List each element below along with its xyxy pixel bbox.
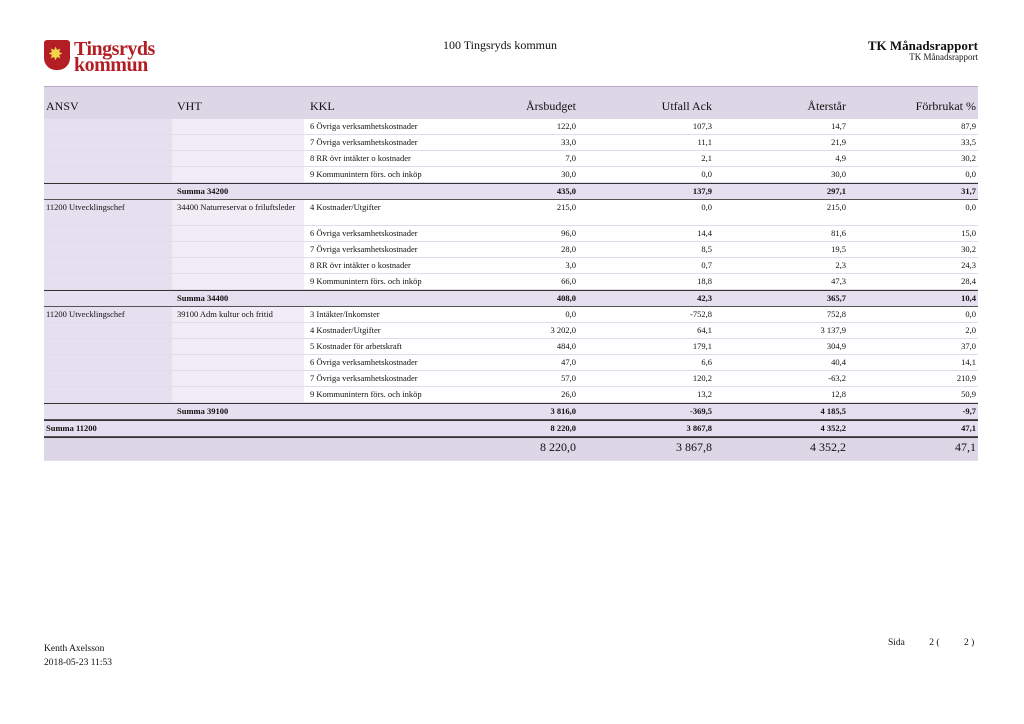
aterstar-cell: 215,0 — [826, 202, 846, 212]
utfall-cell: 107,3 — [692, 121, 712, 131]
kkl-cell: 5 Kostnader för arbetskraft — [310, 341, 402, 351]
utfall-cell: 120,2 — [692, 373, 712, 383]
forbrukat-cell: 37,0 — [961, 341, 976, 351]
kkl-cell: 6 Övriga verksamhetskostnader — [310, 228, 418, 238]
table-row — [44, 355, 978, 371]
aterstar-cell: 40,4 — [831, 357, 846, 367]
vht-cell: Summa 34200 — [177, 186, 229, 196]
utfall-cell: 3 867,8 — [676, 440, 712, 454]
forbrukat-cell: 0,0 — [965, 309, 976, 319]
kkl-cell: 9 Kommunintern förs. och inköp — [310, 169, 422, 179]
arsbudget-cell: 122,0 — [556, 121, 576, 131]
col-header-kkl: KKL — [310, 99, 335, 113]
subtotal-row — [44, 183, 978, 200]
utfall-cell: 0,0 — [701, 202, 712, 212]
kkl-cell: 7 Övriga verksamhetskostnader — [310, 137, 418, 147]
forbrukat-cell: 2,0 — [965, 325, 976, 335]
forbrukat-cell: 28,4 — [961, 276, 976, 286]
utfall-cell: 18,8 — [697, 276, 712, 286]
table-row — [44, 226, 978, 242]
forbrukat-cell: 47,1 — [955, 440, 976, 454]
kkl-cell: 8 RR övr intäkter o kostnader — [310, 260, 411, 270]
vht-cell: Summa 34400 — [177, 293, 229, 303]
forbrukat-cell: 210,9 — [956, 373, 976, 383]
kkl-cell: 4 Kostnader/Utgifter — [310, 325, 381, 335]
vht-cell: Summa 39100 — [177, 406, 229, 416]
aterstar-cell: 21,9 — [831, 137, 846, 147]
arsbudget-cell: 26,0 — [561, 389, 576, 399]
aterstar-cell: 81,6 — [831, 228, 846, 238]
table-row — [44, 371, 978, 387]
utfall-cell: -752,8 — [690, 309, 712, 319]
page-label: Sida — [888, 638, 905, 648]
page-number: 2 ( — [929, 638, 940, 648]
utfall-cell: 42,3 — [697, 293, 712, 303]
arsbudget-cell: 7,0 — [565, 153, 576, 163]
vht-cell: 34400 Naturreservat o friluftsleder — [177, 202, 296, 212]
utfall-cell: 64,1 — [697, 325, 712, 335]
arsbudget-cell: 30,0 — [561, 169, 576, 179]
org-title: 100 Tingsryds kommun — [442, 38, 558, 52]
grand-total-row — [44, 437, 978, 461]
subtotal-row — [44, 290, 978, 307]
col-header-utfall: Utfall Ack — [661, 99, 712, 113]
arsbudget-cell: 0,0 — [565, 309, 576, 319]
report-subtitle: TK Månadsrapport — [909, 52, 978, 62]
aterstar-cell: 304,9 — [826, 341, 846, 351]
forbrukat-cell: -9,7 — [962, 406, 976, 416]
report-table — [44, 86, 978, 461]
aterstar-cell: 3 137,9 — [820, 325, 846, 335]
utfall-cell: 3 867,8 — [686, 423, 712, 433]
table-row — [44, 151, 978, 167]
utfall-cell: 0,7 — [701, 260, 712, 270]
arsbudget-cell: 47,0 — [561, 357, 576, 367]
forbrukat-cell: 15,0 — [961, 228, 976, 238]
forbrukat-cell: 31,7 — [961, 186, 976, 196]
forbrukat-cell: 47,1 — [961, 423, 976, 433]
utfall-cell: -369,5 — [690, 406, 712, 416]
subtotal-row — [44, 403, 978, 420]
forbrukat-cell: 30,2 — [961, 153, 976, 163]
kkl-cell: 7 Övriga verksamhetskostnader — [310, 244, 418, 254]
forbrukat-cell: 33,5 — [961, 137, 976, 147]
kkl-cell: 6 Övriga verksamhetskostnader — [310, 357, 418, 367]
page-indicator — [888, 638, 974, 648]
ansv-cell: 11200 Utvecklingschef — [46, 309, 125, 319]
arsbudget-cell: 8 220,0 — [550, 423, 576, 433]
forbrukat-cell: 0,0 — [965, 202, 976, 212]
arsbudget-cell: 215,0 — [556, 202, 576, 212]
col-header-arsbudget: Årsbudget — [526, 99, 576, 113]
utfall-cell: 137,9 — [692, 186, 712, 196]
aterstar-cell: 4 352,2 — [820, 423, 846, 433]
utfall-cell: 11,1 — [697, 137, 712, 147]
table-row — [44, 167, 978, 183]
page-total: 2 ) — [963, 638, 975, 648]
col-header-vht: VHT — [177, 99, 202, 113]
coat-of-arms-icon: ✸ — [44, 40, 70, 70]
author-name: Kenth Axelsson — [44, 644, 105, 654]
table-row — [44, 200, 978, 226]
aterstar-cell: 4,9 — [835, 153, 846, 163]
aterstar-cell: 19,5 — [831, 244, 846, 254]
arsbudget-cell: 435,0 — [556, 186, 576, 196]
subtotal-row — [44, 420, 978, 437]
kkl-cell: 9 Kommunintern förs. och inköp — [310, 276, 422, 286]
table-row — [44, 258, 978, 274]
print-datetime: 2018-05-23 11:53 — [44, 658, 112, 668]
forbrukat-cell: 14,1 — [961, 357, 976, 367]
utfall-cell: 2,1 — [701, 153, 712, 163]
forbrukat-cell: 50,9 — [961, 389, 976, 399]
aterstar-cell: 752,8 — [826, 309, 846, 319]
arsbudget-cell: 484,0 — [556, 341, 576, 351]
col-header-aterstar: Återstår — [807, 99, 846, 113]
utfall-cell: 8,5 — [701, 244, 712, 254]
arsbudget-cell: 57,0 — [561, 373, 576, 383]
aterstar-cell: 2,3 — [835, 260, 846, 270]
arsbudget-cell: 28,0 — [561, 244, 576, 254]
table-row — [44, 242, 978, 258]
utfall-cell: 0,0 — [701, 169, 712, 179]
footer-left — [44, 642, 112, 670]
col-header-ansv: ANSV — [46, 99, 79, 113]
ansv-cell: 11200 Utvecklingschef — [46, 202, 125, 212]
arsbudget-cell: 3 816,0 — [550, 406, 576, 416]
logo — [44, 38, 164, 76]
forbrukat-cell: 24,3 — [961, 260, 976, 270]
kkl-cell: 8 RR övr intäkter o kostnader — [310, 153, 411, 163]
aterstar-cell: 12,8 — [831, 389, 846, 399]
kkl-cell: 3 Intäkter/Inkomster — [310, 309, 380, 319]
aterstar-cell: 365,7 — [826, 293, 846, 303]
arsbudget-cell: 66,0 — [561, 276, 576, 286]
forbrukat-cell: 10,4 — [961, 293, 976, 303]
table-row — [44, 323, 978, 339]
kkl-cell: 4 Kostnader/Utgifter — [310, 202, 381, 212]
utfall-cell: 13,2 — [697, 389, 712, 399]
ansv-cell: Summa 11200 — [46, 423, 97, 433]
report-title: TK Månadsrapport — [867, 38, 978, 53]
logo-text-line1: Tingsryds — [74, 38, 155, 60]
vht-cell: 39100 Adm kultur och fritid — [177, 309, 273, 319]
forbrukat-cell: 87,9 — [961, 121, 976, 131]
utfall-cell: 6,6 — [701, 357, 712, 367]
table-row — [44, 274, 978, 290]
table-header — [44, 86, 978, 119]
arsbudget-cell: 96,0 — [561, 228, 576, 238]
aterstar-cell: 4 185,5 — [820, 406, 846, 416]
arsbudget-cell: 3 202,0 — [550, 325, 576, 335]
utfall-cell: 14,4 — [697, 228, 712, 238]
aterstar-cell: 297,1 — [826, 186, 846, 196]
col-header-forbrukat: Förbrukat % — [915, 99, 976, 113]
arsbudget-cell: 3,0 — [565, 260, 576, 270]
arsbudget-cell: 33,0 — [561, 137, 576, 147]
aterstar-cell: 14,7 — [831, 121, 846, 131]
arsbudget-cell: 8 220,0 — [540, 440, 576, 454]
utfall-cell: 179,1 — [692, 341, 712, 351]
table-row — [44, 307, 978, 323]
aterstar-cell: 30,0 — [831, 169, 846, 179]
table-row — [44, 339, 978, 355]
forbrukat-cell: 30,2 — [961, 244, 976, 254]
kkl-cell: 9 Kommunintern förs. och inköp — [310, 389, 422, 399]
arsbudget-cell: 408,0 — [556, 293, 576, 303]
table-row — [44, 135, 978, 151]
table-row — [44, 387, 978, 403]
table-row — [44, 119, 978, 135]
kkl-cell: 6 Övriga verksamhetskostnader — [310, 121, 418, 131]
aterstar-cell: -63,2 — [828, 373, 846, 383]
kkl-cell: 7 Övriga verksamhetskostnader — [310, 373, 418, 383]
aterstar-cell: 4 352,2 — [810, 440, 846, 454]
logo-text-line2: kommun — [74, 54, 148, 76]
forbrukat-cell: 0,0 — [965, 169, 976, 179]
aterstar-cell: 47,3 — [831, 276, 846, 286]
table-body — [44, 119, 978, 461]
